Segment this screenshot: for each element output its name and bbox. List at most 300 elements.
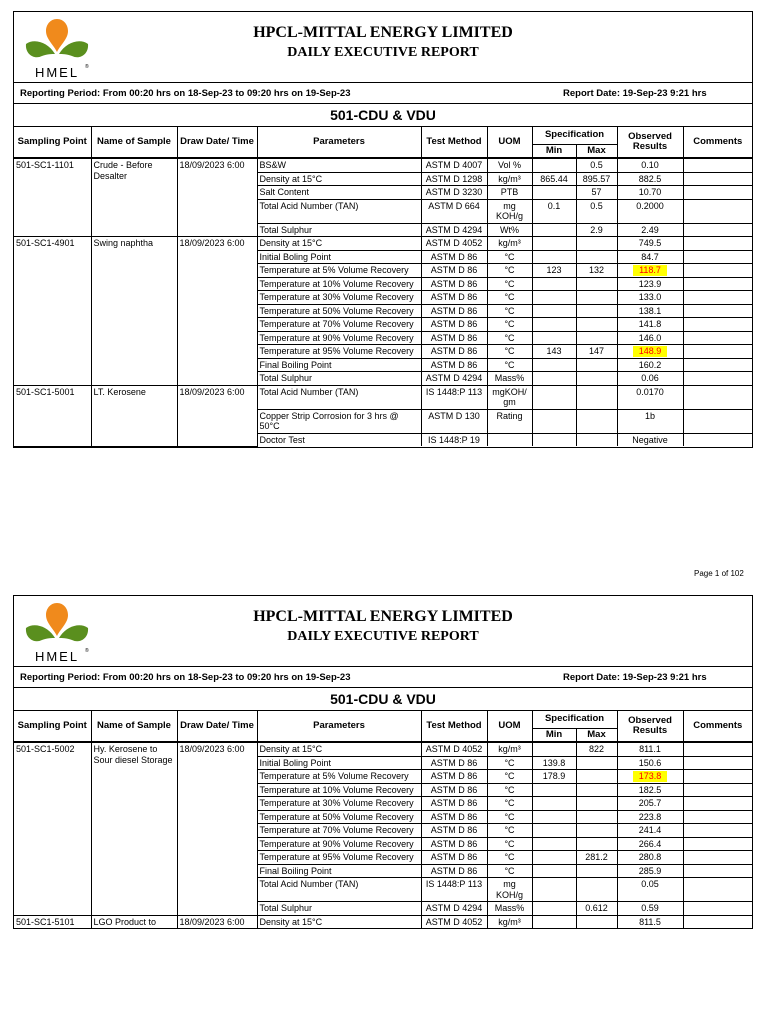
spec-max-cell: 281.2 — [576, 851, 617, 865]
spec-max-cell — [576, 250, 617, 264]
parameter-cell: Temperature at 5% Volume Recovery — [257, 770, 421, 784]
col-parameters: Parameters — [257, 127, 421, 158]
test-method-cell: ASTM D 86 — [421, 331, 487, 345]
col-comments: Comments — [683, 127, 752, 158]
uom-cell: °C — [487, 770, 532, 784]
sample-name-cell: LGO Product to — [91, 915, 177, 928]
col-sampling-point: Sampling Point — [14, 711, 91, 742]
spec-min-cell — [532, 304, 576, 318]
observed-value: 241.4 — [638, 825, 662, 835]
observed-value: 749.5 — [638, 238, 662, 248]
test-method-cell: ASTM D 86 — [421, 783, 487, 797]
uom-cell: mg KOH/g — [487, 878, 532, 902]
spec-min-cell — [532, 291, 576, 305]
test-method-cell: IS 1448:P 19 — [421, 433, 487, 446]
uom-cell: °C — [487, 358, 532, 372]
comments-cell — [683, 851, 752, 865]
spec-max-cell: 57 — [576, 186, 617, 200]
observed-result-cell — [617, 433, 683, 446]
spec-min-cell: 865.44 — [532, 172, 576, 186]
observed-value: 2.49 — [641, 224, 659, 235]
uom-cell: °C — [487, 291, 532, 305]
observed-value: 0.59 — [641, 903, 659, 913]
report-date: Report Date: 19-Sep-23 9:21 hrs — [563, 88, 707, 99]
comments-cell — [683, 915, 752, 928]
spec-min-cell — [532, 851, 576, 865]
col-min: Min — [532, 144, 576, 158]
sampling-point-cell: 501-SC1-5101 — [14, 915, 91, 928]
comments-cell — [683, 824, 752, 838]
spec-max-cell — [576, 372, 617, 386]
comments-cell — [683, 199, 752, 223]
observed-value: 10.70 — [638, 187, 662, 197]
observed-value: 223.8 — [638, 811, 662, 822]
test-method-cell: ASTM D 86 — [421, 345, 487, 359]
comments-cell — [683, 172, 752, 186]
draw-date-cell: 18/09/2023 6:00 — [177, 742, 257, 915]
spec-min-cell — [532, 277, 576, 291]
test-method-cell: ASTM D 1298 — [421, 172, 487, 186]
observed-value: 266.4 — [638, 838, 662, 849]
spec-min-cell — [532, 810, 576, 824]
uom-cell: Mass% — [487, 372, 532, 386]
observed-result-cell — [617, 318, 683, 332]
spec-min-cell — [532, 237, 576, 251]
sample-name-cell: Swing naphtha — [91, 237, 177, 386]
parameter-cell: Initial Boling Point — [257, 250, 421, 264]
uom-cell: °C — [487, 837, 532, 851]
reporting-period: Reporting Period: From 00:20 hrs on 18-Sep-23 to 09:20 hrs on 19-Sep-23 — [20, 672, 351, 683]
test-method-cell: ASTM D 4052 — [421, 915, 487, 928]
parameter-cell: Temperature at 30% Volume Recovery — [257, 291, 421, 305]
observed-result-cell — [617, 345, 683, 359]
comments-cell — [683, 372, 752, 386]
comments-cell — [683, 345, 752, 359]
table-row — [14, 237, 752, 251]
col-specification: Specification — [532, 711, 617, 728]
observed-result-cell — [617, 770, 683, 784]
observed-value: 1b — [644, 410, 655, 421]
observed-result-cell — [617, 902, 683, 916]
parameter-cell: BS&W — [257, 158, 421, 172]
parameter-cell: Doctor Test — [257, 433, 421, 446]
unit-title: 501-CDU & VDU — [14, 688, 752, 711]
observed-result-cell — [617, 915, 683, 928]
observed-value: 123.9 — [638, 278, 662, 289]
observed-value: 285.9 — [638, 865, 662, 876]
parameter-cell: Temperature at 10% Volume Recovery — [257, 783, 421, 797]
comments-cell — [683, 409, 752, 433]
col-specification: Specification — [532, 127, 617, 144]
comments-cell — [683, 186, 752, 200]
observed-value: 0.05 — [641, 879, 659, 889]
uom-cell: kg/m³ — [487, 237, 532, 251]
spec-min-cell — [532, 878, 576, 902]
test-method-cell: ASTM D 86 — [421, 797, 487, 811]
uom-cell: kg/m³ — [487, 742, 532, 756]
col-sampling-point: Sampling Point — [14, 127, 91, 158]
spec-max-cell — [576, 304, 617, 318]
spec-max-cell — [576, 237, 617, 251]
comments-cell — [683, 331, 752, 345]
col-parameters: Parameters — [257, 711, 421, 742]
spec-max-cell — [576, 824, 617, 838]
uom-cell: °C — [487, 864, 532, 878]
test-method-cell: ASTM D 86 — [421, 277, 487, 291]
spec-min-cell — [532, 385, 576, 409]
uom-cell: kg/m³ — [487, 915, 532, 928]
observed-result-cell — [617, 864, 683, 878]
observed-result-cell — [617, 264, 683, 278]
spec-min-cell — [532, 186, 576, 200]
reporting-period: Reporting Period: From 00:20 hrs on 18-Sep-23 to 09:20 hrs on 19-Sep-23 — [20, 88, 351, 99]
spec-min-cell: 0.1 — [532, 199, 576, 223]
uom-cell: °C — [487, 756, 532, 770]
parameter-cell: Total Acid Number (TAN) — [257, 878, 421, 902]
svg-text:®: ® — [85, 64, 89, 70]
spec-max-cell — [576, 409, 617, 433]
table-row — [14, 385, 752, 409]
observed-result-cell — [617, 358, 683, 372]
comments-cell — [683, 810, 752, 824]
parameter-cell: Final Boiling Point — [257, 864, 421, 878]
comments-cell — [683, 837, 752, 851]
spec-max-cell: 895.57 — [576, 172, 617, 186]
test-method-cell: ASTM D 4007 — [421, 158, 487, 172]
test-method-cell: ASTM D 86 — [421, 291, 487, 305]
comments-cell — [683, 237, 752, 251]
col-max: Max — [576, 144, 617, 158]
uom-cell: kg/m³ — [487, 172, 532, 186]
test-method-cell: ASTM D 4052 — [421, 742, 487, 756]
spec-min-cell — [532, 409, 576, 433]
col-uom: UOM — [487, 127, 532, 158]
table-row — [14, 158, 752, 172]
uom-cell: Mass% — [487, 902, 532, 916]
spec-max-cell — [576, 433, 617, 446]
observed-result-cell — [617, 756, 683, 770]
spec-min-cell — [532, 837, 576, 851]
observed-value: 160.2 — [638, 359, 662, 370]
observed-result-cell — [617, 783, 683, 797]
spec-max-cell: 2.9 — [576, 223, 617, 237]
col-name-of-sample: Name of Sample — [91, 127, 177, 158]
sampling-point-cell: 501-SC1-4901 — [14, 237, 91, 386]
observed-result-cell — [617, 385, 683, 409]
test-method-cell: ASTM D 3230 — [421, 186, 487, 200]
uom-cell: °C — [487, 345, 532, 359]
observed-value: 811.1 — [639, 744, 661, 754]
results-table — [14, 711, 752, 928]
col-observed: Observed Results — [617, 711, 683, 742]
observed-value: 205.7 — [638, 798, 662, 808]
comments-cell — [683, 902, 752, 916]
test-method-cell: ASTM D 86 — [421, 358, 487, 372]
sample-name-cell: Hy. Kerosene to Sour diesel Storage — [91, 742, 177, 915]
parameter-cell: Total Acid Number (TAN) — [257, 199, 421, 223]
spec-max-cell — [576, 810, 617, 824]
parameter-cell: Total Sulphur — [257, 902, 421, 916]
observed-value: 882.5 — [638, 173, 662, 184]
spec-min-cell — [532, 864, 576, 878]
observed-result-cell — [617, 331, 683, 345]
comments-cell — [683, 304, 752, 318]
uom-cell: °C — [487, 851, 532, 865]
col-name-of-sample: Name of Sample — [91, 711, 177, 742]
observed-result-cell — [617, 810, 683, 824]
spec-max-cell — [576, 291, 617, 305]
spec-min-cell — [532, 783, 576, 797]
sampling-point-cell: 501-SC1-5002 — [14, 742, 91, 915]
observed-value: 0.10 — [641, 160, 659, 170]
spec-min-cell — [532, 372, 576, 386]
comments-cell — [683, 318, 752, 332]
parameter-cell: Total Sulphur — [257, 223, 421, 237]
comments-cell — [683, 770, 752, 784]
observed-value: 0.06 — [641, 373, 659, 383]
comments-cell — [683, 158, 752, 172]
uom-cell: mgKOH/ gm — [487, 385, 532, 409]
parameter-cell: Temperature at 90% Volume Recovery — [257, 331, 421, 345]
uom-cell: °C — [487, 331, 532, 345]
observed-result-cell — [617, 186, 683, 200]
parameter-cell: Density at 15°C — [257, 915, 421, 928]
uom-cell: °C — [487, 277, 532, 291]
uom-cell: °C — [487, 797, 532, 811]
uom-cell: °C — [487, 783, 532, 797]
test-method-cell: ASTM D 130 — [421, 409, 487, 433]
comments-cell — [683, 433, 752, 446]
observed-result-cell — [617, 172, 683, 186]
spec-min-cell — [532, 250, 576, 264]
parameter-cell: Salt Content — [257, 186, 421, 200]
report-page-2 — [13, 595, 753, 929]
spec-min-cell: 139.8 — [532, 756, 576, 770]
sample-name-cell: LT. Kerosene — [91, 385, 177, 446]
comments-cell — [683, 385, 752, 409]
observed-value: 84.7 — [641, 251, 659, 262]
report-page-1 — [13, 11, 753, 448]
observed-result-cell — [617, 250, 683, 264]
test-method-cell: ASTM D 86 — [421, 824, 487, 838]
spec-max-cell — [576, 864, 617, 878]
parameter-cell: Total Acid Number (TAN) — [257, 385, 421, 409]
observed-result-cell — [617, 851, 683, 865]
spec-max-cell — [576, 318, 617, 332]
col-min: Min — [532, 728, 576, 742]
comments-cell — [683, 878, 752, 902]
spec-max-cell — [576, 277, 617, 291]
test-method-cell: ASTM D 86 — [421, 756, 487, 770]
uom-cell: PTB — [487, 186, 532, 200]
parameter-cell: Temperature at 95% Volume Recovery — [257, 851, 421, 865]
sampling-point-cell: 501-SC1-1101 — [14, 158, 91, 237]
observed-result-cell — [617, 409, 683, 433]
spec-min-cell — [532, 902, 576, 916]
test-method-cell: ASTM D 86 — [421, 250, 487, 264]
uom-cell: °C — [487, 810, 532, 824]
observed-result-cell — [617, 277, 683, 291]
parameter-cell: Density at 15°C — [257, 237, 421, 251]
reporting-period-bar — [14, 83, 752, 104]
parameter-cell: Temperature at 70% Volume Recovery — [257, 318, 421, 332]
observed-value: 182.5 — [638, 784, 662, 795]
spec-max-cell: 147 — [576, 345, 617, 359]
observed-result-cell — [617, 237, 683, 251]
uom-cell: °C — [487, 304, 532, 318]
parameter-cell: Copper Strip Corrosion for 3 hrs @ 50°C — [257, 409, 421, 433]
spec-max-cell: 132 — [576, 264, 617, 278]
spec-max-cell — [576, 770, 617, 784]
spec-min-cell: 178.9 — [532, 770, 576, 784]
observed-result-cell — [617, 837, 683, 851]
col-uom: UOM — [487, 711, 532, 742]
test-method-cell: ASTM D 4294 — [421, 223, 487, 237]
uom-cell: mg KOH/g — [487, 199, 532, 223]
spec-max-cell: 0.612 — [576, 902, 617, 916]
parameter-cell: Density at 15°C — [257, 172, 421, 186]
parameter-cell: Temperature at 30% Volume Recovery — [257, 797, 421, 811]
comments-cell — [683, 358, 752, 372]
observed-value: Negative — [632, 434, 668, 445]
report-title: DAILY EXECUTIVE REPORT — [287, 45, 479, 60]
spec-max-cell — [576, 837, 617, 851]
spec-max-cell — [576, 783, 617, 797]
results-body — [14, 158, 752, 446]
observed-result-cell — [617, 304, 683, 318]
spec-max-cell — [576, 797, 617, 811]
observed-result-cell — [617, 158, 683, 172]
parameter-cell: Temperature at 5% Volume Recovery — [257, 264, 421, 278]
results-table — [14, 127, 752, 447]
draw-date-cell: 18/09/2023 6:00 — [177, 237, 257, 386]
col-max: Max — [576, 728, 617, 742]
uom-cell: Vol % — [487, 158, 532, 172]
col-test-method: Test Method — [421, 127, 487, 158]
spec-min-cell — [532, 824, 576, 838]
test-method-cell: ASTM D 86 — [421, 304, 487, 318]
comments-cell — [683, 864, 752, 878]
uom-cell: °C — [487, 824, 532, 838]
parameter-cell: Density at 15°C — [257, 742, 421, 756]
spec-max-cell — [576, 878, 617, 902]
uom-cell — [487, 433, 532, 446]
spec-min-cell — [532, 331, 576, 345]
results-body — [14, 742, 752, 928]
observed-value: 811.5 — [639, 916, 661, 927]
parameter-cell: Temperature at 70% Volume Recovery — [257, 824, 421, 838]
spec-min-cell — [532, 358, 576, 372]
spec-min-cell — [532, 797, 576, 811]
spec-max-cell — [576, 915, 617, 928]
col-draw-date: Draw Date/ Time — [177, 711, 257, 742]
svg-text:HMEL: HMEL — [34, 65, 80, 80]
observed-result-cell — [617, 199, 683, 223]
test-method-cell: ASTM D 4294 — [421, 902, 487, 916]
col-observed: Observed Results — [617, 127, 683, 158]
parameter-cell: Temperature at 10% Volume Recovery — [257, 277, 421, 291]
observed-value: 141.8 — [638, 319, 662, 329]
spec-min-cell — [532, 318, 576, 332]
spec-min-cell — [532, 433, 576, 446]
observed-result-cell — [617, 824, 683, 838]
draw-date-cell: 18/09/2023 6:00 — [177, 385, 257, 446]
off-spec-value: 148.9 — [633, 346, 668, 357]
uom-cell: °C — [487, 264, 532, 278]
draw-date-cell: 18/09/2023 6:00 — [177, 915, 257, 928]
observed-result-cell — [617, 878, 683, 902]
parameter-cell: Temperature at 90% Volume Recovery — [257, 837, 421, 851]
svg-text:HMEL: HMEL — [34, 649, 80, 664]
draw-date-cell: 18/09/2023 6:00 — [177, 158, 257, 237]
spec-max-cell — [576, 756, 617, 770]
spec-min-cell: 123 — [532, 264, 576, 278]
test-method-cell: ASTM D 86 — [421, 837, 487, 851]
col-draw-date: Draw Date/ Time — [177, 127, 257, 158]
svg-text:®: ® — [85, 648, 89, 654]
comments-cell — [683, 291, 752, 305]
table-row — [14, 742, 752, 756]
observed-value: 0.0170 — [636, 386, 664, 397]
spec-max-cell: 0.5 — [576, 199, 617, 223]
off-spec-value: 173.8 — [633, 771, 668, 782]
test-method-cell: ASTM D 86 — [421, 851, 487, 865]
parameter-cell: Final Boiling Point — [257, 358, 421, 372]
observed-result-cell — [617, 797, 683, 811]
comments-cell — [683, 756, 752, 770]
col-comments: Comments — [683, 711, 752, 742]
report-header — [14, 596, 752, 667]
test-method-cell: ASTM D 664 — [421, 199, 487, 223]
spec-min-cell — [532, 915, 576, 928]
comments-cell — [683, 277, 752, 291]
observed-value: 150.6 — [638, 757, 662, 768]
company-name: HPCL-MITTAL ENERGY LIMITED — [253, 24, 513, 41]
observed-result-cell — [617, 291, 683, 305]
test-method-cell: ASTM D 86 — [421, 264, 487, 278]
test-method-cell: ASTM D 4052 — [421, 237, 487, 251]
uom-cell: Rating — [487, 409, 532, 433]
report-header — [14, 12, 752, 83]
observed-value: 280.8 — [638, 852, 662, 862]
spec-max-cell: 822 — [576, 742, 617, 756]
comments-cell — [683, 264, 752, 278]
report-title: DAILY EXECUTIVE REPORT — [287, 629, 479, 644]
parameter-cell: Temperature at 95% Volume Recovery — [257, 345, 421, 359]
uom-cell: Wt% — [487, 223, 532, 237]
test-method-cell: ASTM D 86 — [421, 864, 487, 878]
test-method-cell: ASTM D 86 — [421, 810, 487, 824]
uom-cell: °C — [487, 250, 532, 264]
observed-value: 138.1 — [638, 305, 662, 316]
observed-result-cell — [617, 223, 683, 237]
spec-max-cell — [576, 358, 617, 372]
test-method-cell: ASTM D 86 — [421, 318, 487, 332]
spec-min-cell — [532, 158, 576, 172]
comments-cell — [683, 742, 752, 756]
spec-min-cell — [532, 223, 576, 237]
table-row — [14, 915, 752, 928]
comments-cell — [683, 223, 752, 237]
test-method-cell: ASTM D 4294 — [421, 372, 487, 386]
spec-min-cell: 143 — [532, 345, 576, 359]
test-method-cell: IS 1448:P 113 — [421, 385, 487, 409]
reporting-period-bar — [14, 667, 752, 688]
col-test-method: Test Method — [421, 711, 487, 742]
spec-max-cell — [576, 385, 617, 409]
comments-cell — [683, 797, 752, 811]
sample-name-cell: Crude - Before Desalter — [91, 158, 177, 237]
